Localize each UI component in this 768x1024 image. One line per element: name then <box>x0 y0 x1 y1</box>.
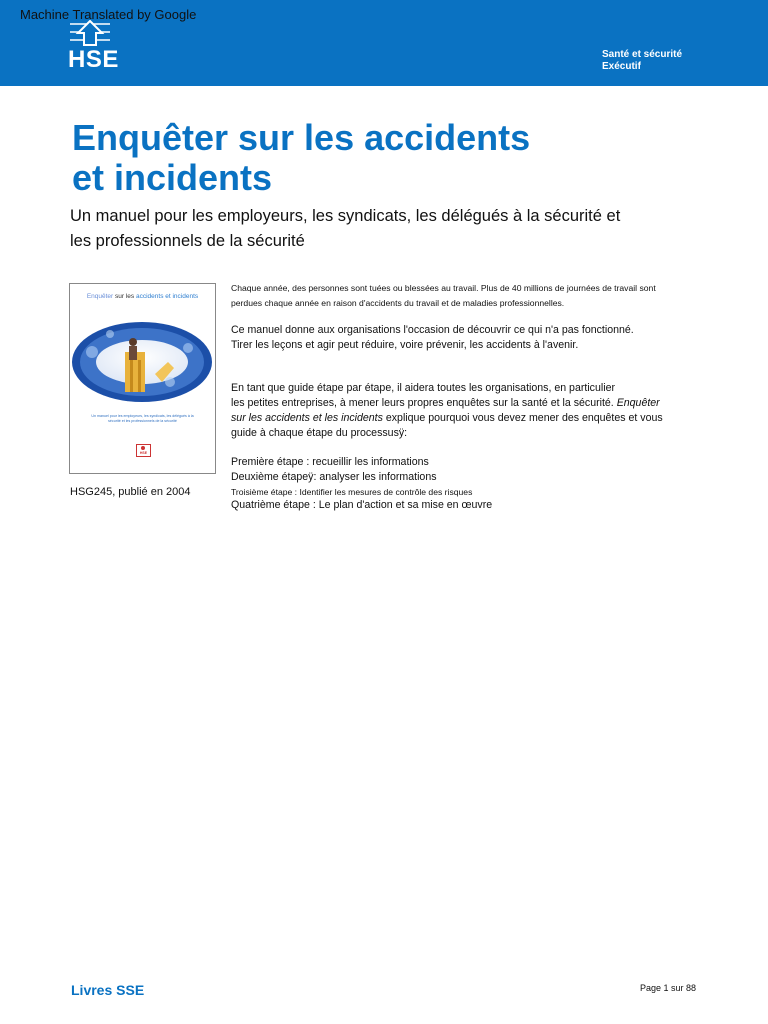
title-line-2: et incidents <box>72 157 273 198</box>
machine-translation-banner[interactable]: Machine Translated by Google <box>20 7 197 22</box>
guide-paragraph <box>231 381 701 441</box>
cover-hse-logo <box>136 444 151 457</box>
cover-subtitle-text-2: les professionnels de la sécurité <box>125 419 177 423</box>
guide-line-1: En tant que guide étape par étape, il aidera toutes les organisations, en particulier <box>231 382 615 394</box>
lessons-paragraph <box>231 323 701 353</box>
guide-book-title-a: Enquêter <box>616 397 660 409</box>
footer-brand: Livres SSE <box>71 982 145 998</box>
intro-paragraph <box>231 281 701 311</box>
org-line-1: Santé et sécurité <box>602 49 683 60</box>
cover-illustration <box>70 312 215 412</box>
lessons-line-2: Tirer les leçons et agir peut réduire, voire prévenir, les accidents à l'avenir. <box>231 339 579 351</box>
guide-line-2: les petites entreprises, à mener leurs propres enquêtes sur la santé et la sécurité. <box>231 397 617 409</box>
book-cover-image <box>69 283 216 474</box>
step-3: Troisième étape : Identifier les mesures de contrôle des risques <box>231 487 473 497</box>
step-4: Quatrième étape : Le plan d'action et sa mise en œuvre <box>231 499 493 511</box>
cover-subtitle-text: Un manuel pour les employeurs, les syndicats, les délégués à la sécurité et <box>91 414 194 423</box>
cover-title-b: sur les <box>115 293 135 300</box>
cover-caption: HSG245, publié en 2004 <box>70 486 191 498</box>
guide-line-4: guide à chaque étape du processusÿ: <box>231 427 408 439</box>
cover-title-c: accidents et incidents <box>136 293 199 300</box>
logo-text: HSE <box>68 46 119 73</box>
page-title <box>72 118 722 198</box>
organization-name <box>602 49 682 73</box>
subtitle-line-1: Un manuel pour les employeurs, les syndicats, les délégués à la sécurité et <box>70 207 621 225</box>
step-2: Deuxième étapeÿ: analyser les informations <box>231 471 437 483</box>
guide-line-3: explique pourquoi vous devez mener des enquêtes et vous <box>382 412 663 424</box>
lessons-line-1: Ce manuel donne aux organisations l'occasion de découvrir ce qui n'a pas fonctionné. <box>231 324 634 336</box>
org-line-2: Exécutif <box>602 61 641 72</box>
page-number: Page 1 sur 88 <box>640 983 697 993</box>
cover-title <box>70 293 215 300</box>
step-1: Première étape : recueillir les informations <box>231 456 429 468</box>
guide-book-title-b: sur les accidents et les incidents <box>231 412 383 424</box>
page-subtitle <box>70 204 710 254</box>
subtitle-line-2: les professionnels de la sécurité <box>70 232 305 250</box>
cover-logo-text: HSE <box>139 451 148 455</box>
cover-subtitle <box>86 414 199 424</box>
cover-logo-dot <box>141 446 145 450</box>
title-line-1: Enquêter sur les accidents <box>72 117 531 158</box>
intro-line-1: Chaque année, des personnes sont tuées ou blessées au travail. Plus de 40 millions de journées de travail sont <box>231 283 656 293</box>
hse-logo <box>68 20 128 72</box>
intro-line-2: perdues chaque année en raison d'accidents du travail et de maladies professionnelles. <box>231 298 565 308</box>
cover-title-a: Enquêter <box>86 293 114 300</box>
